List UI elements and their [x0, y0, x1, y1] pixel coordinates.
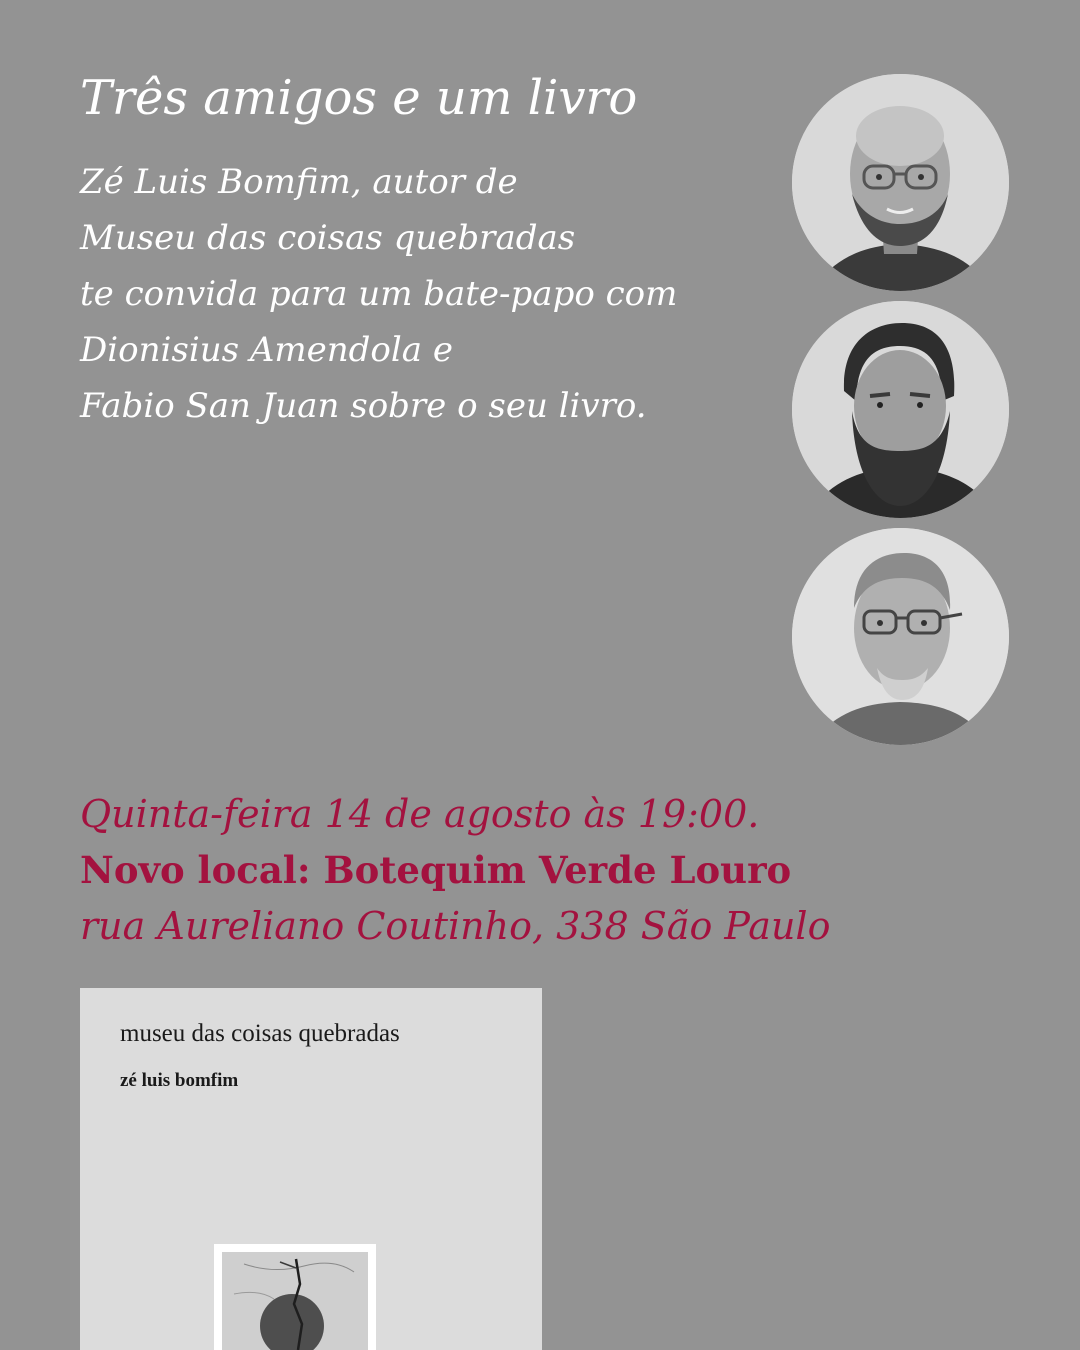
invitation-line: Dionisius Amendola e — [80, 330, 453, 370]
book-cover-artwork — [214, 1244, 376, 1350]
page-title: Três amigos e um livro — [80, 70, 638, 126]
event-venue: Novo local: Botequim Verde Louro — [80, 848, 792, 892]
book-title: museu das coisas quebradas — [120, 1020, 400, 1047]
book-author: zé luis bomfim — [120, 1070, 239, 1091]
invitation-line: Fabio San Juan sobre o seu livro. — [80, 386, 647, 426]
person-photo-icon — [792, 528, 1009, 745]
invitation-text — [80, 154, 740, 434]
person-photo-icon — [792, 74, 1009, 291]
portrait-ze-luis-bomfim — [792, 74, 1009, 291]
person-photo-icon — [792, 301, 1009, 518]
book-cover — [80, 988, 542, 1350]
portrait-dionisius-amendola — [792, 301, 1009, 518]
invitation-line: Zé Luis Bomfim, autor de — [80, 162, 518, 202]
event-details — [80, 786, 830, 954]
invitation-line: te convida para um bate-papo com — [80, 274, 678, 314]
invitation-line: Museu das coisas quebradas — [80, 218, 576, 258]
event-date-time: Quinta-feira 14 de agosto às 19:00. — [80, 792, 760, 836]
portrait-fabio-san-juan — [792, 528, 1009, 745]
event-address: rua Aureliano Coutinho, 338 São Paulo — [80, 904, 831, 948]
